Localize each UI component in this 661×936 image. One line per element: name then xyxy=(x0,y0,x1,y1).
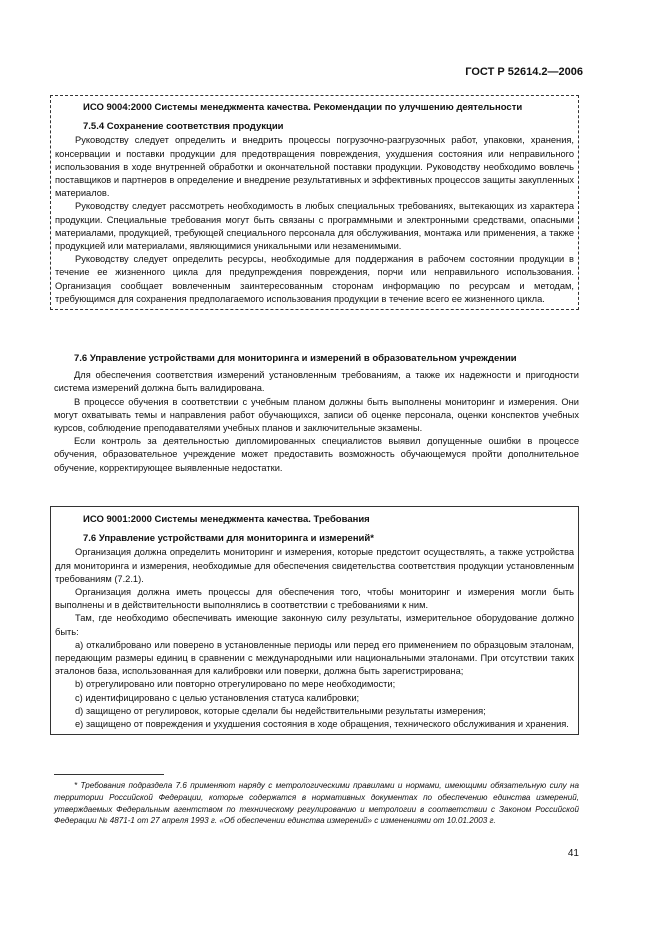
section-7-6-requirements-heading: 7.6 Управление устройствами для мониторинга и измерений* xyxy=(83,533,374,545)
box2-list-item: d) защищено от регулировок, которые сделали бы недействительными результаты измерения; xyxy=(75,705,486,716)
box2-list-item: c) идентифицировано с целью установления статуса калибровки; xyxy=(75,692,360,703)
iso-9001-title: ИСО 9001:2000 Системы менеджмента качества. Требования xyxy=(83,514,370,525)
box1-paragraph: Руководству следует рассмотреть необходимость в любых специальных требованиях, вытекающих из характера продукции. Специальные требования могут быть связаны с программными и электронными средствами, опасными материалами, продукцией, требующей специального персонала для обслуживания, монтажа или применения, а также продукцией или материалами, являющимися уникальными или незаменимыми. xyxy=(55,201,574,252)
box2-paragraph: Там, где необходимо обеспечивать имеющие законную силу результаты, измерительное оборудование должно быть: xyxy=(55,613,574,637)
box1-paragraph: Руководству следует определить и внедрить процессы погрузочно-разгрузочных работ, упаковки, хранения, консервации и поставки продукции для предотвращения повреждения, ухудшения состояния или неправильного использования в ходе внутренней обработки и окончательной поставки продукции. Руководству необходимо вовлечь поставщиков и партнеров в определение и внедрение результативных и эффективных процессов защиты закупленных материалов. xyxy=(55,135,574,199)
document-id: ГОСТ Р 52614.2—2006 xyxy=(465,66,583,78)
iso-9004-title: ИСО 9004:2000 Системы менеджмента качества. Рекомендации по улучшению деятельности xyxy=(83,102,523,113)
box2-list-item: а) откалибровано или поверено в установленные периоды или перед его применением по образцовым эталонам, передающим размеры единиц в сравнении с международными или национальными эталонами. При отсутствии таких эталонов база, использованная для калибровки или поверки, должна быть зарегистрирована; xyxy=(55,639,574,677)
section-7-6-paragraph: Для обеспечения соответствия измерений установленным требованиям, а также их надежности и пригодности система измерений должна быть валидирована. xyxy=(54,370,579,394)
box2-paragraph: Организация должна определить мониторинг и измерения, которые предстоит осуществлять, а также устройства для мониторинга и измерения, необходимые для обеспечения свидетельства соответствия продукции установленным требованиям (7.2.1). xyxy=(55,547,574,584)
section-7-6-heading: 7.6 Управление устройствами для мониторинга и измерений в образовательном учреждении xyxy=(74,353,517,364)
box2-list-item: e) защищено от повреждения и ухудшения состояния в ходе обращения, технического обслуживания и хранения. xyxy=(75,719,569,730)
box1-paragraph: Руководству следует определить ресурсы, необходимые для поддержания в рабочем состоянии продукции в течение ее жизненного цикла для предупреждения повреждения, порчи или неправильного использования. Организация сообщает вовлеченным заинтересованным сторонам информацию по ресурсам и методам, требующимся для сохранения предполагаемого использования продукции в течение всего ее жизненного цикла. xyxy=(55,254,574,304)
page-number: 41 xyxy=(567,848,579,859)
iso-9001-quote-box xyxy=(50,506,579,735)
box2-paragraph: Организация должна иметь процессы для обеспечения того, чтобы мониторинг и измерения могли быть выполнены и в действительности выполнялись в соответствии с требованиями к ним. xyxy=(55,587,574,611)
section-7-6-education xyxy=(54,352,579,475)
section-7-6-paragraph: В процессе обучения в соответствии с учебным планом должны быть выполнены мониторинг и измерения. Они могут охватывать темы и направления работ обучающихся, записи об оценке персонала, оценки конспектов учебных курсов, соблюдение преподавателями учебных планов и заключительные экзамены. xyxy=(54,396,579,434)
footnote-divider xyxy=(54,774,164,775)
section-7-5-4-heading: 7.5.4 Сохранение соответствия продукции xyxy=(83,121,284,133)
section-7-6-paragraph: Если контроль за деятельностью дипломированных специалистов выявил допущенные ошибки в процессе обучения, образовательное учреждение может предоставить возможность обучающемуся пройти дополнительное обучение, корректирующее выявленные недостатки. xyxy=(54,436,579,473)
footnote: * Требования подраздела 7.6 применяют наряду с метрологическими правилами и нормами, имеющими обязательную силу на территории Российской Федерации, которые содержатся в нормативных документах по обеспечению единства измерений, утверждаемых Федеральным агентством по техническому регулированию и метрологии в соответствии с Законом Российской Федерации № 4871-1 от 27 апреля 1993 г. «Об обеспечении единства измерений» с изменениями от 10.01.2003 г. xyxy=(54,781,579,826)
box2-list-item: b) отрегулировано или повторно отрегулировано по мере необходимости; xyxy=(75,679,396,690)
iso-9004-quote-box xyxy=(50,95,579,310)
